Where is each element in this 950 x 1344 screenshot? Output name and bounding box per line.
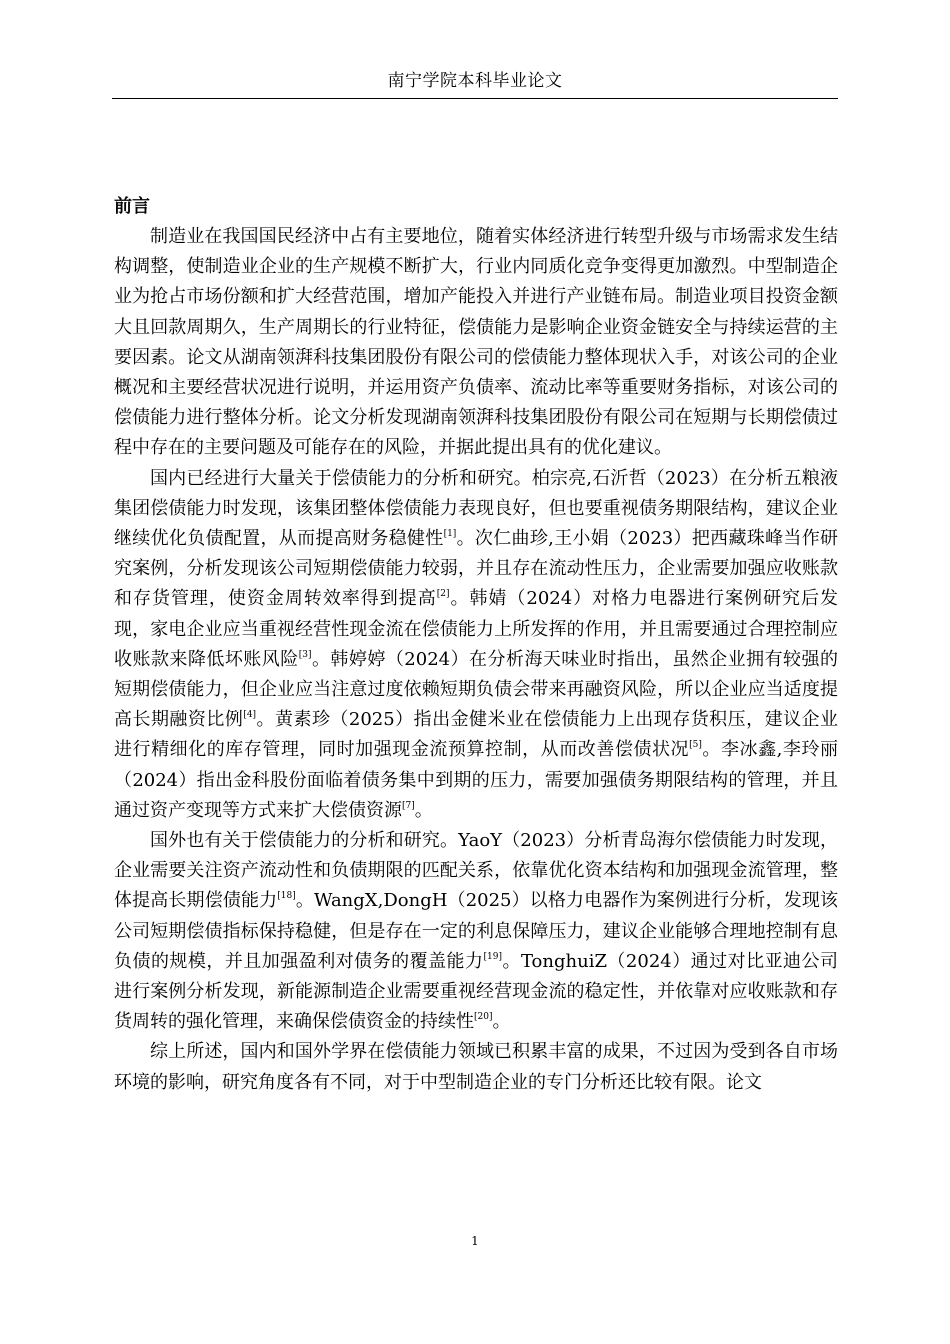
paragraph-text: 。WangX,DongH（2025）以格力电器作为案例进行分析，发现该公司短期偿债指标保持稳健，但是存在一定的利息保障压力，建议企业能够合理地控制有息负债的规模，并且加强盈利对债务的覆盖能力	[114, 890, 838, 972]
paragraph-text: 。TonghuiZ（2024）通过对比亚迪公司进行案例分析发现，新能源制造企业需要重视经营现金流的稳定性，并依靠对应收账款和存货周转的强化管理，来确保偿债资金的持续性	[114, 950, 838, 1033]
paragraph-text: 。韩婷婷（2024）在分析海天味业时指出，虽然企业拥有较强的短期偿债能力，但企业应当注意过度依赖短期负债会带来再融资风险，所以企业应当适度提高长期融资比例	[114, 648, 838, 731]
body-paragraph	[114, 464, 838, 826]
paragraph-list	[114, 222, 838, 1098]
citation-marker: [19]	[483, 951, 502, 962]
citation-marker: [1]	[443, 529, 457, 540]
section-heading: 前言	[114, 196, 150, 217]
paragraph-text: 制造业在我国国民经济中占有主要地位，随着实体经济进行转型升级与市场需求发生结构调整，使制造业企业的生产规模不断扩大，行业内同质化竞争变得更加激烈。中型制造企业为抢占市场份额和扩大经营范围，增加产能投入并进行产业链布局。制造业项目投资金额大且回款周期久，生产周期长的行业特征，偿债能力是影响企业资金链安全与持续运营的主要因素。论文从湖南领湃科技集团股份有限公司的偿债能力整体现状入手，对该公司的企业概况和主要经营状况进行说明，并运用资产负债率、流动比率等重要财务指标，对该公司的偿债能力进行整体分析。论文分析发现湖南领湃科技集团股份有限公司在短期与长期偿债过程中存在的主要问题及可能存在的风险，并据此提出具有的优化建议。	[114, 226, 838, 459]
running-header-title: 南宁学院本科毕业论文	[387, 71, 563, 91]
paragraph-text: 国外也有关于偿债能力的分析和研究。YaoY（2023）分析青岛海尔偿债能力时发现，企业需要关注资产流动性和负债期限的匹配关系，依靠优化资本结构和加强现金流管理，整体提高长期偿债能力	[114, 830, 838, 912]
paragraph-text: 。	[492, 1011, 511, 1033]
citation-marker: [18]	[277, 891, 296, 902]
paragraph-text: 。	[414, 799, 433, 821]
citation-marker: [7]	[402, 800, 415, 811]
page-number: 1	[471, 1234, 479, 1248]
paragraph-text: 。韩婧（2024）对格力电器进行案例研究后发现，家电企业应当重视经营性现金流在偿债能力上所发挥的作用，并且需要通过合理控制应收账款来降低坏账风险	[114, 588, 838, 670]
paragraph-text: 国内已经进行大量关于偿债能力的分析和研究。柏宗亮,石沂哲（2023）在分析五粮液集团偿债能力时发现，该集团整体偿债能力表现良好，但也要重视债务期限结构，建议企业继续优化负债配置，从而提高财务稳健性	[114, 467, 838, 550]
citation-marker: [20]	[474, 1012, 493, 1023]
header-rule	[112, 98, 838, 99]
citation-marker: [5]	[689, 740, 702, 751]
body-paragraph	[114, 826, 838, 1037]
citation-marker: [3]	[298, 649, 312, 660]
body-paragraph	[114, 222, 838, 464]
main-content	[114, 192, 838, 1098]
citation-marker: [2]	[436, 589, 450, 600]
citation-marker: [4]	[243, 710, 257, 721]
paragraph-text: 。李冰鑫,李玲丽（2024）指出金科股份面临着债务集中到期的压力，需要加强债务期限结构的管理，并且通过资产变现等方式来扩大偿债资源	[114, 739, 838, 821]
body-paragraph	[114, 1037, 838, 1097]
paragraph-text: 。次仁曲珍,王小娟（2023）把西藏珠峰当作研究案例，分析发现该公司短期偿债能力较弱，并且存在流动性压力，企业需要加强应收账款和存货管理，使资金周转效率得到提高	[114, 528, 839, 610]
paragraph-text: 。黄素珍（2025）指出金健米业在偿债能力上出现存货积压，建议企业进行精细化的库存管理，同时加强现金流预算控制，从而改善偿债状况	[114, 709, 839, 761]
paragraph-text: 综上所述，国内和国外学界在偿债能力领域已积累丰富的成果，不过因为受到各自市场环境的影响，研究角度各有不同，对于中型制造企业的专门分析还比较有限。论文	[114, 1041, 838, 1093]
